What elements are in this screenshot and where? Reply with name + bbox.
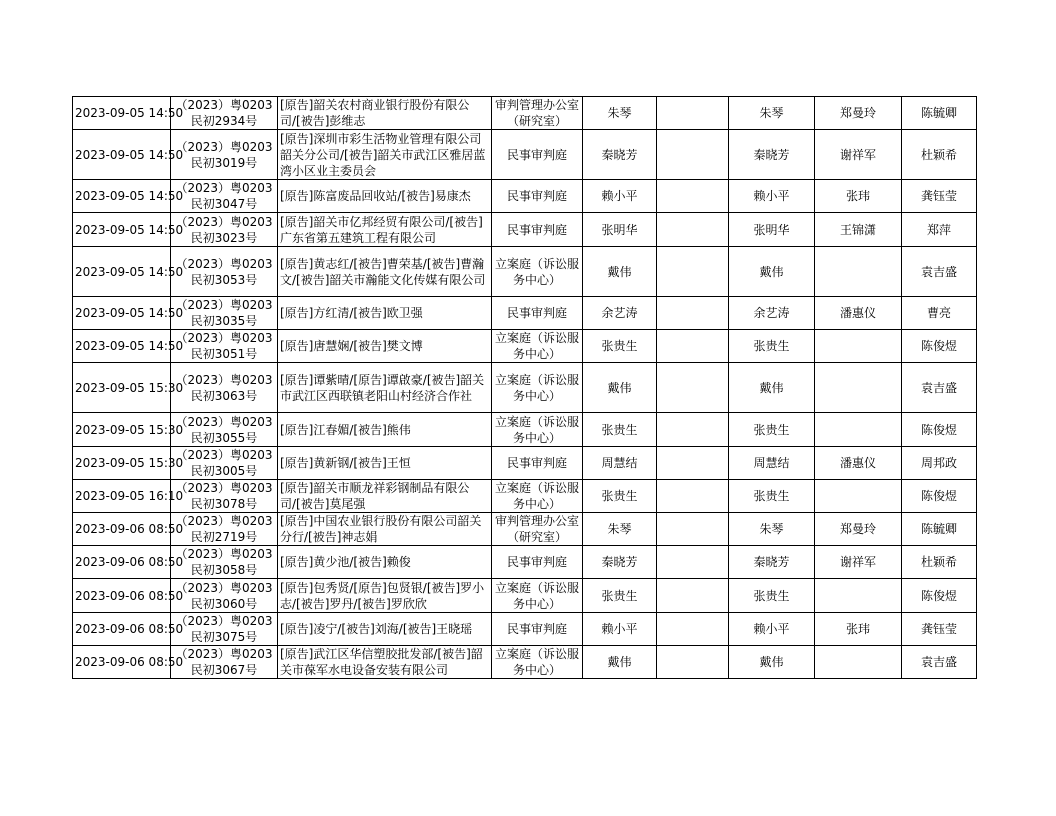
empty-cell-cell	[657, 97, 729, 130]
judge-cell: 朱琴	[583, 97, 657, 130]
department-cell: 民事审判庭	[492, 213, 583, 247]
judge-cell: 赖小平	[583, 613, 657, 646]
judge-cell: 张贵生	[583, 579, 657, 613]
empty-cell-cell	[657, 447, 729, 480]
assistant-cell: 陈俊煜	[902, 330, 977, 363]
case-number-cell: （2023）粤0203民初3005号	[171, 447, 278, 480]
judge-cell: 张明华	[583, 213, 657, 247]
clerk-cell	[815, 480, 902, 513]
table-row	[73, 513, 977, 546]
clerk-cell: 潘惠仪	[815, 297, 902, 330]
presiding-judge-cell: 朱琴	[729, 513, 815, 546]
department-cell: 民事审判庭	[492, 546, 583, 579]
case-number-cell: （2023）粤0203民初3055号	[171, 413, 278, 447]
table-row	[73, 330, 977, 363]
department-cell: 民事审判庭	[492, 130, 583, 180]
assistant-cell: 袁吉盛	[902, 247, 977, 297]
parties-cell: [原告]谭紫晴/[原告]谭啟豪/[被告]韶关市武江区西联镇老阳山村经济合作社	[278, 363, 492, 413]
assistant-cell: 陈俊煜	[902, 413, 977, 447]
department-cell: 审判管理办公室（研究室）	[492, 97, 583, 130]
hearing-time-cell: 2023-09-06 08:50	[73, 546, 171, 579]
judge-cell: 张贵生	[583, 413, 657, 447]
empty-cell-cell	[657, 180, 729, 213]
case-number-cell: （2023）粤0203民初3075号	[171, 613, 278, 646]
hearing-time-cell: 2023-09-05 14:50	[73, 330, 171, 363]
table-row	[73, 180, 977, 213]
hearing-time-cell: 2023-09-05 14:50	[73, 97, 171, 130]
department-cell: 立案庭（诉讼服务中心）	[492, 247, 583, 297]
parties-cell: [原告]韶关农村商业银行股份有限公司/[被告]彭维志	[278, 97, 492, 130]
clerk-cell	[815, 579, 902, 613]
assistant-cell: 陈毓卿	[902, 513, 977, 546]
clerk-cell	[815, 363, 902, 413]
hearing-time-cell: 2023-09-05 14:50	[73, 297, 171, 330]
clerk-cell: 潘惠仪	[815, 447, 902, 480]
case-number-cell: （2023）粤0203民初2934号	[171, 97, 278, 130]
assistant-cell: 陈俊煜	[902, 579, 977, 613]
empty-cell-cell	[657, 247, 729, 297]
assistant-cell: 陈毓卿	[902, 97, 977, 130]
empty-cell-cell	[657, 363, 729, 413]
hearing-time-cell: 2023-09-05 15:30	[73, 363, 171, 413]
parties-cell: [原告]黄新钢/[被告]王恒	[278, 447, 492, 480]
empty-cell-cell	[657, 646, 729, 679]
case-number-cell: （2023）粤0203民初3063号	[171, 363, 278, 413]
case-number-cell: （2023）粤0203民初3023号	[171, 213, 278, 247]
presiding-judge-cell: 秦晓芳	[729, 130, 815, 180]
parties-cell: [原告]韶关市顺龙祥彩钢制品有限公司/[被告]莫尾强	[278, 480, 492, 513]
empty-cell-cell	[657, 513, 729, 546]
parties-cell: [原告]方红清/[被告]欧卫强	[278, 297, 492, 330]
table-row	[73, 130, 977, 180]
parties-cell: [原告]黄志红/[被告]曹荣基/[被告]曹瀚文/[被告]韶关市瀚能文化传媒有限公司	[278, 247, 492, 297]
case-number-cell: （2023）粤0203民初2719号	[171, 513, 278, 546]
clerk-cell: 谢祥军	[815, 546, 902, 579]
case-number-cell: （2023）粤0203民初3047号	[171, 180, 278, 213]
presiding-judge-cell: 余艺涛	[729, 297, 815, 330]
parties-cell: [原告]凌宁/[被告]刘海/[被告]王晓瑶	[278, 613, 492, 646]
department-cell: 民事审判庭	[492, 447, 583, 480]
presiding-judge-cell: 张贵生	[729, 480, 815, 513]
judge-cell: 周慧结	[583, 447, 657, 480]
assistant-cell: 曹亮	[902, 297, 977, 330]
parties-cell: [原告]深圳市彩生活物业管理有限公司韶关分公司/[被告]韶关市武江区雅居蓝湾小区业主委员会	[278, 130, 492, 180]
case-number-cell: （2023）粤0203民初3053号	[171, 247, 278, 297]
department-cell: 民事审判庭	[492, 297, 583, 330]
department-cell: 立案庭（诉讼服务中心）	[492, 646, 583, 679]
assistant-cell: 陈俊煜	[902, 480, 977, 513]
hearing-time-cell: 2023-09-05 14:50	[73, 213, 171, 247]
presiding-judge-cell: 张贵生	[729, 579, 815, 613]
case-number-cell: （2023）粤0203民初3078号	[171, 480, 278, 513]
department-cell: 立案庭（诉讼服务中心）	[492, 330, 583, 363]
parties-cell: [原告]武江区华信塑胶批发部/[被告]韶关市葆军水电设备安装有限公司	[278, 646, 492, 679]
presiding-judge-cell: 赖小平	[729, 613, 815, 646]
hearing-time-cell: 2023-09-06 08:50	[73, 579, 171, 613]
hearing-time-cell: 2023-09-05 16:10	[73, 480, 171, 513]
assistant-cell: 袁吉盛	[902, 646, 977, 679]
department-cell: 立案庭（诉讼服务中心）	[492, 579, 583, 613]
case-number-cell: （2023）粤0203民初3019号	[171, 130, 278, 180]
parties-cell: [原告]包秀贤/[原告]包贤银/[被告]罗小志/[被告]罗丹/[被告]罗欣欣	[278, 579, 492, 613]
parties-cell: [原告]陈富废品回收站/[被告]易康杰	[278, 180, 492, 213]
parties-cell: [原告]中国农业银行股份有限公司韶关分行/[被告]神志娟	[278, 513, 492, 546]
clerk-cell: 郑曼玲	[815, 513, 902, 546]
hearing-schedule-table	[72, 96, 977, 679]
hearing-time-cell: 2023-09-05 15:30	[73, 447, 171, 480]
clerk-cell: 王锦潇	[815, 213, 902, 247]
hearing-time-cell: 2023-09-06 08:50	[73, 513, 171, 546]
department-cell: 立案庭（诉讼服务中心）	[492, 363, 583, 413]
department-cell: 立案庭（诉讼服务中心）	[492, 480, 583, 513]
presiding-judge-cell: 戴伟	[729, 247, 815, 297]
table-row	[73, 413, 977, 447]
table-row	[73, 247, 977, 297]
clerk-cell: 张玮	[815, 613, 902, 646]
presiding-judge-cell: 戴伟	[729, 646, 815, 679]
assistant-cell: 龚钰莹	[902, 613, 977, 646]
judge-cell: 秦晓芳	[583, 546, 657, 579]
assistant-cell: 杜颖希	[902, 130, 977, 180]
hearing-time-cell: 2023-09-05 15:30	[73, 413, 171, 447]
hearing-time-cell: 2023-09-06 08:50	[73, 613, 171, 646]
parties-cell: [原告]江春媚/[被告]熊伟	[278, 413, 492, 447]
empty-cell-cell	[657, 130, 729, 180]
case-number-cell: （2023）粤0203民初3067号	[171, 646, 278, 679]
department-cell: 民事审判庭	[492, 613, 583, 646]
table-row	[73, 480, 977, 513]
judge-cell: 朱琴	[583, 513, 657, 546]
clerk-cell: 张玮	[815, 180, 902, 213]
judge-cell: 戴伟	[583, 646, 657, 679]
empty-cell-cell	[657, 413, 729, 447]
assistant-cell: 周邦政	[902, 447, 977, 480]
assistant-cell: 杜颖希	[902, 546, 977, 579]
presiding-judge-cell: 张明华	[729, 213, 815, 247]
table-row	[73, 97, 977, 130]
empty-cell-cell	[657, 579, 729, 613]
presiding-judge-cell: 戴伟	[729, 363, 815, 413]
table-row	[73, 213, 977, 247]
clerk-cell	[815, 413, 902, 447]
parties-cell: [原告]黄少池/[被告]赖俊	[278, 546, 492, 579]
department-cell: 民事审判庭	[492, 180, 583, 213]
table-row	[73, 646, 977, 679]
judge-cell: 张贵生	[583, 480, 657, 513]
empty-cell-cell	[657, 330, 729, 363]
presiding-judge-cell: 张贵生	[729, 413, 815, 447]
empty-cell-cell	[657, 546, 729, 579]
empty-cell-cell	[657, 613, 729, 646]
hearing-time-cell: 2023-09-05 14:50	[73, 130, 171, 180]
parties-cell: [原告]韶关市亿邦经贸有限公司/[被告]广东省第五建筑工程有限公司	[278, 213, 492, 247]
table-row	[73, 579, 977, 613]
judge-cell: 戴伟	[583, 363, 657, 413]
hearing-time-cell: 2023-09-06 08:50	[73, 646, 171, 679]
clerk-cell	[815, 646, 902, 679]
assistant-cell: 袁吉盛	[902, 363, 977, 413]
presiding-judge-cell: 赖小平	[729, 180, 815, 213]
assistant-cell: 龚钰莹	[902, 180, 977, 213]
case-number-cell: （2023）粤0203民初3051号	[171, 330, 278, 363]
hearing-time-cell: 2023-09-05 14:50	[73, 247, 171, 297]
department-cell: 立案庭（诉讼服务中心）	[492, 413, 583, 447]
judge-cell: 余艺涛	[583, 297, 657, 330]
case-number-cell: （2023）粤0203民初3035号	[171, 297, 278, 330]
clerk-cell: 谢祥军	[815, 130, 902, 180]
clerk-cell: 郑曼玲	[815, 97, 902, 130]
presiding-judge-cell: 张贵生	[729, 330, 815, 363]
case-number-cell: （2023）粤0203民初3058号	[171, 546, 278, 579]
empty-cell-cell	[657, 480, 729, 513]
clerk-cell	[815, 247, 902, 297]
empty-cell-cell	[657, 297, 729, 330]
hearing-time-cell: 2023-09-05 14:50	[73, 180, 171, 213]
presiding-judge-cell: 朱琴	[729, 97, 815, 130]
judge-cell: 秦晓芳	[583, 130, 657, 180]
assistant-cell: 郑萍	[902, 213, 977, 247]
judge-cell: 戴伟	[583, 247, 657, 297]
table-row	[73, 447, 977, 480]
table-row	[73, 613, 977, 646]
clerk-cell	[815, 330, 902, 363]
case-number-cell: （2023）粤0203民初3060号	[171, 579, 278, 613]
table-row	[73, 546, 977, 579]
empty-cell-cell	[657, 213, 729, 247]
table-row	[73, 363, 977, 413]
presiding-judge-cell: 秦晓芳	[729, 546, 815, 579]
judge-cell: 张贵生	[583, 330, 657, 363]
table-row	[73, 297, 977, 330]
presiding-judge-cell: 周慧结	[729, 447, 815, 480]
department-cell: 审判管理办公室（研究室）	[492, 513, 583, 546]
judge-cell: 赖小平	[583, 180, 657, 213]
parties-cell: [原告]唐慧娴/[被告]樊文博	[278, 330, 492, 363]
